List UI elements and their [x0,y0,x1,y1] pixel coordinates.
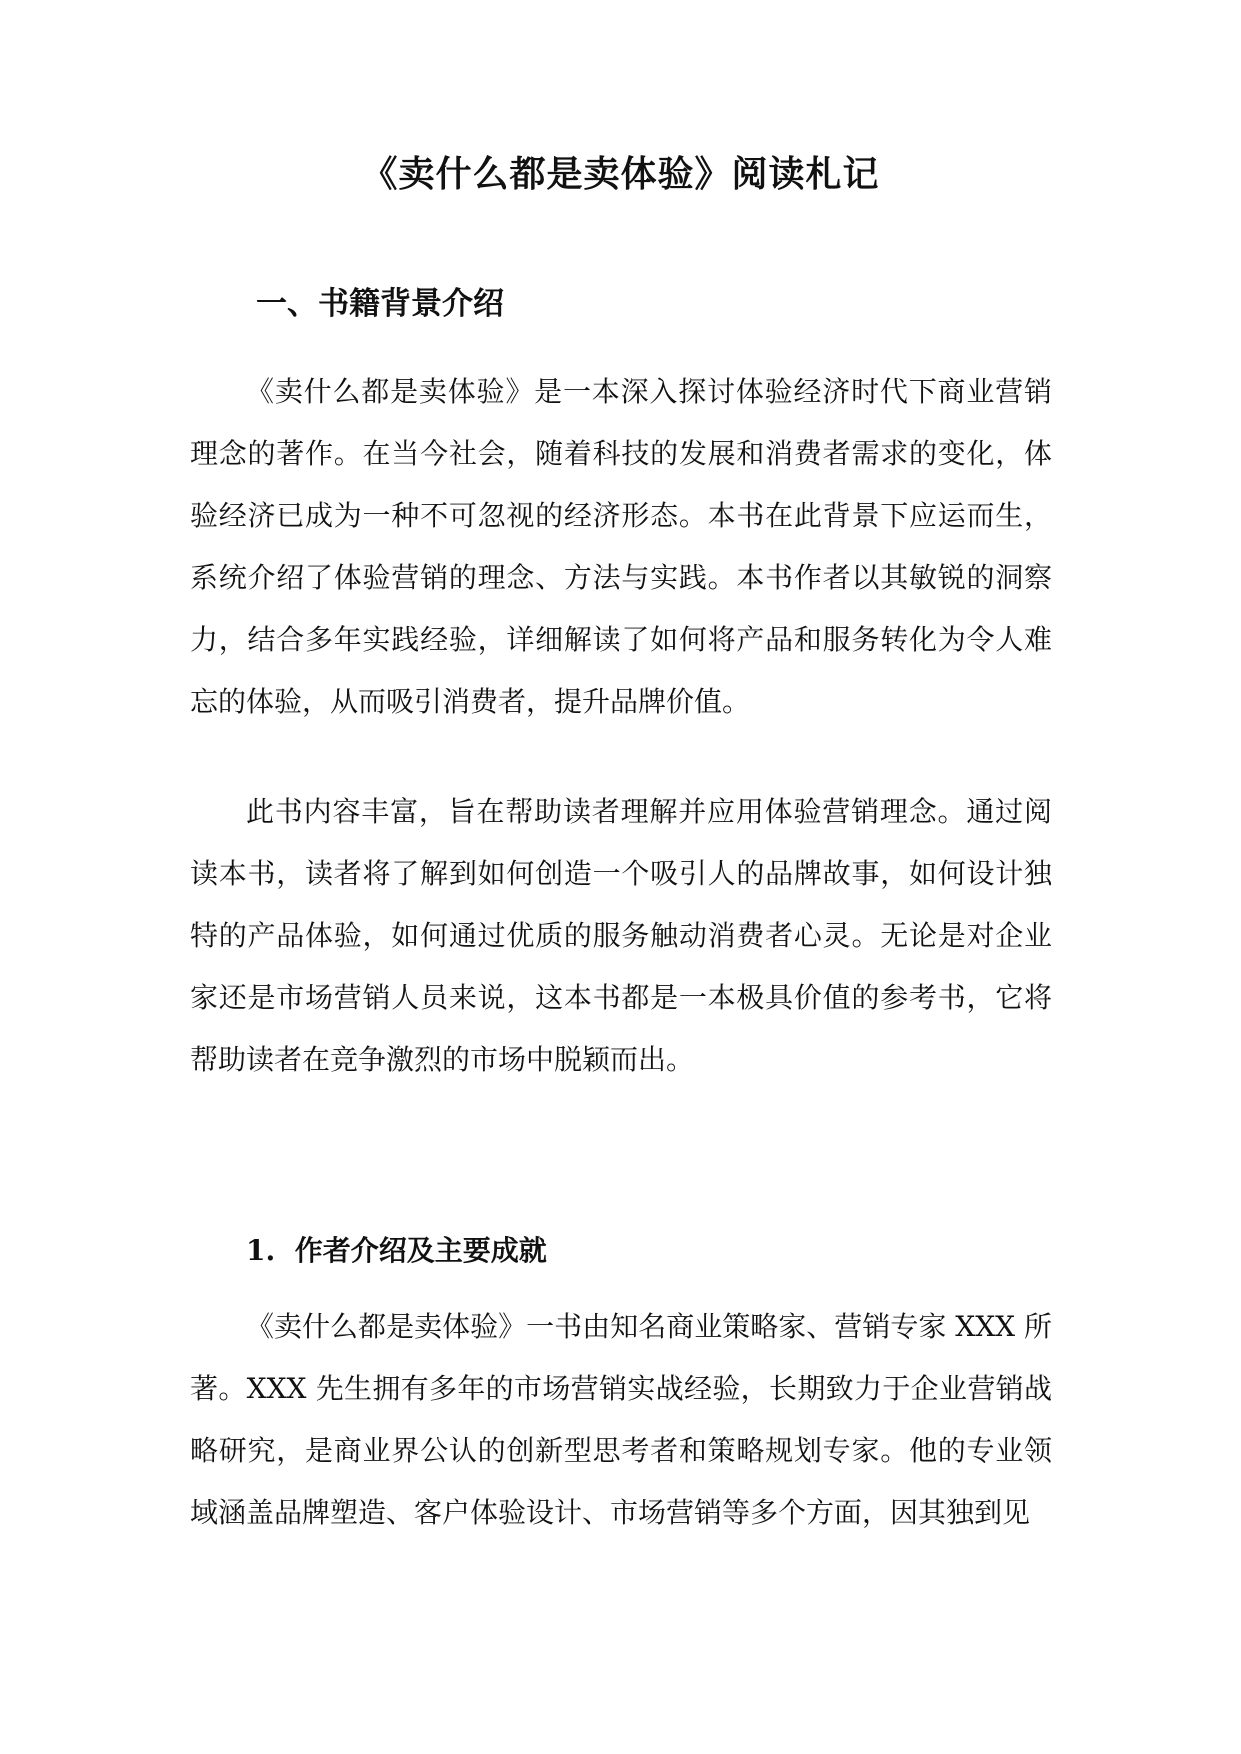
section-heading: 一、书籍背景介绍 [256,286,504,322]
body-paragraph: 《卖什么都是卖体验》是一本深入探讨体验经济时代下商业营销理念的著作。在当今社会，随着科技的发展和消费者需求的变化，体验经济已成为一种不可忽视的经济形态。本书在此背景下应运而生，系统介绍了体验营销的理念、方法与实践。本书作者以其敏锐的洞察力，结合多年实践经验，详细解读了如何将产品和服务转化为令人难忘的体验，从而吸引消费者，提升品牌价值。 [190,375,1052,718]
document-title: 《卖什么都是卖体验》阅读札记 [361,153,880,195]
subsection-heading: 1. 作者介绍及主要成就 [246,1234,547,1267]
body-paragraph: 此书内容丰富，旨在帮助读者理解并应用体验营销理念。通过阅读本书，读者将了解到如何创造一个吸引人的品牌故事，如何设计独特的产品体验，如何通过优质的服务触动消费者心灵。无论是对企业家还是市场营销人员来说，这本书都是一本极具价值的参考书，它将帮助读者在竞争激烈的市场中脱颖而出。 [190,795,1052,1076]
body-paragraph: 《卖什么都是卖体验》一书由知名商业策略家、营销专家 XXX 所著。XXX 先生拥有多年的市场营销实战经验，长期致力于企业营销战略研究，是商业界公认的创新型思考者和策略规划专家。他的专业领域涵盖品牌塑造、客户体验设计、市场营销等多个方面，因其独到见 [190,1310,1052,1529]
